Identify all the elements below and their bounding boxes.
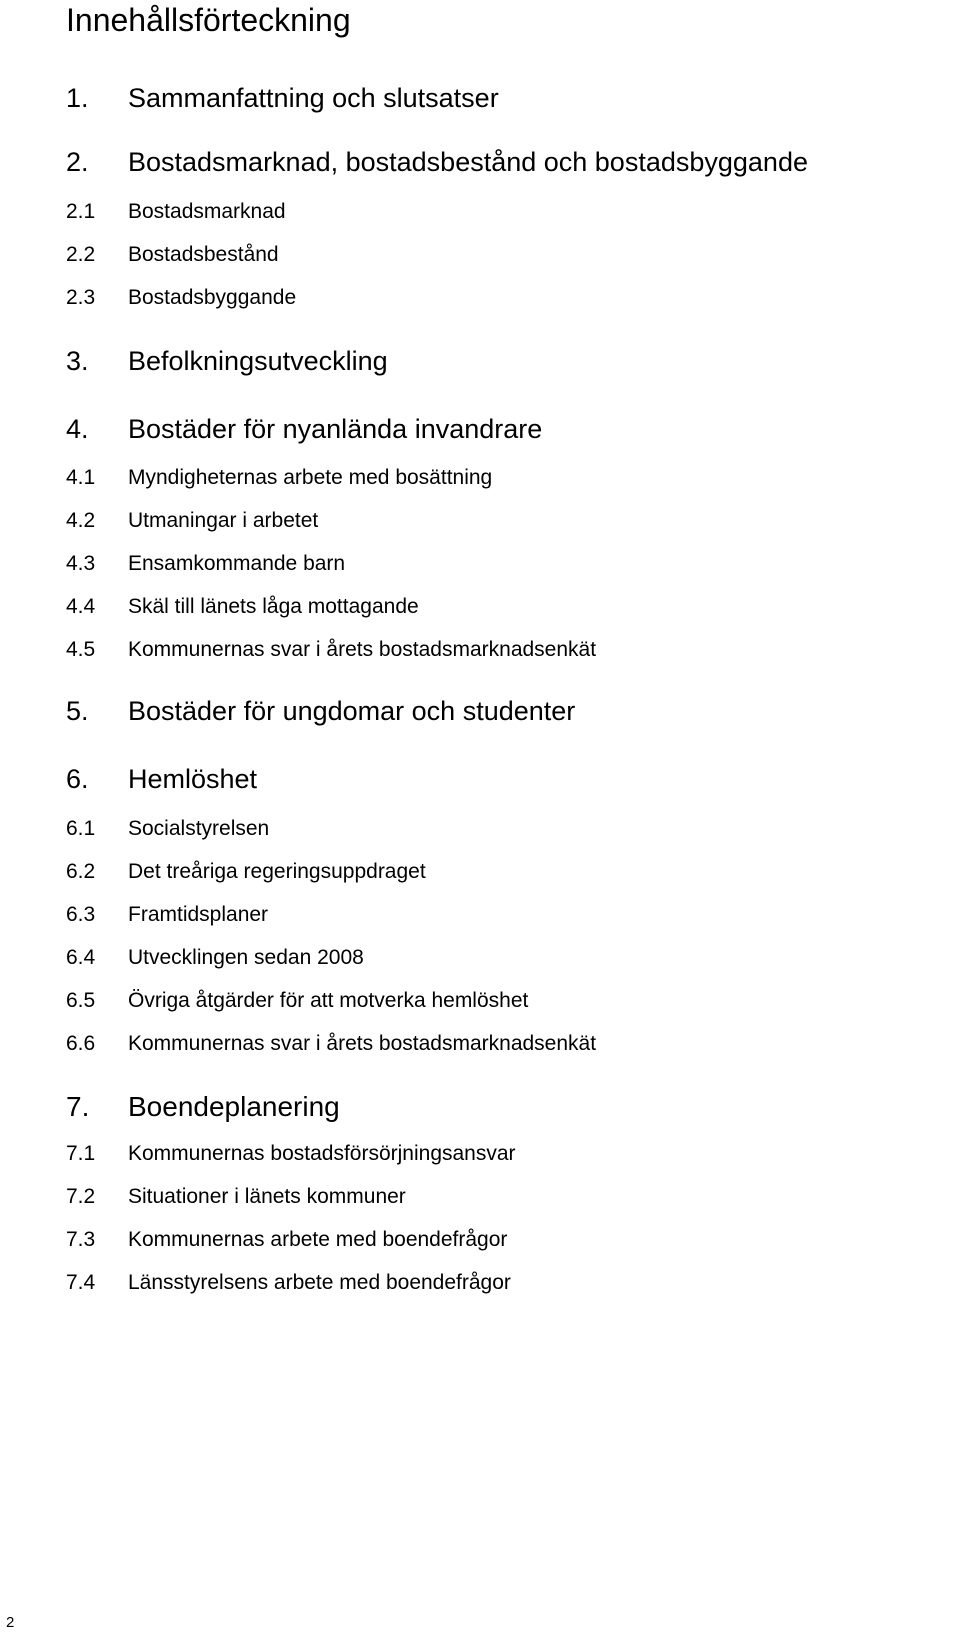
toc-number: 6.6 [66,1032,96,1055]
toc-number: 7.2 [66,1185,96,1208]
toc-heading: Framtidsplaner [128,903,269,926]
toc-heading: Socialstyrelsen [128,817,270,840]
toc-number: 7. [66,1091,90,1122]
toc-number: 4. [66,414,89,444]
toc-number: 4.1 [66,466,96,489]
toc-heading: Bostadsbestånd [128,243,279,266]
toc-heading: Utvecklingen sedan 2008 [128,946,364,969]
toc-heading: Sammanfattning och slutsatser [128,83,499,113]
toc-heading: Bostadsbyggande [128,286,297,309]
toc-heading: Kommunernas bostadsförsörjningsansvar [128,1142,516,1165]
toc-heading: Skäl till länets låga mottagande [128,595,419,618]
toc-number: 7.3 [66,1228,96,1251]
toc-number: 6.2 [66,860,96,883]
toc-number: 2.1 [66,200,96,223]
toc-number: 6.5 [66,989,96,1012]
toc-heading: Bostäder för nyanlända invandrare [128,414,543,444]
toc-number: 4.4 [66,595,96,618]
toc-number: 1. [66,83,89,113]
page-title: Innehållsförteckning [66,2,351,38]
toc-heading: Bostadsmarknad [128,200,286,223]
toc-number: 7.1 [66,1142,96,1165]
toc-heading: Det treåriga regeringsuppdraget [128,860,426,883]
toc-number: 2.3 [66,286,96,309]
toc-heading: Övriga åtgärder för att motverka hemlöshet [128,989,529,1012]
toc-heading: Bostäder för ungdomar och studenter [128,696,576,726]
toc-number: 6.1 [66,817,96,840]
toc-number: 3. [66,346,89,376]
toc-number: 6.3 [66,903,96,926]
toc-heading: Ensamkommande barn [128,552,346,575]
toc-heading: Bostadsmarknad, bostadsbestånd och bostadsbyggande [128,147,808,177]
toc-heading: Utmaningar i arbetet [128,509,319,532]
toc-number: 5. [66,696,89,726]
toc-heading: Boendeplanering [128,1091,340,1122]
toc-number: 6. [66,764,89,794]
toc-number: 4.2 [66,509,96,532]
toc-number: 6.4 [66,946,96,969]
toc-number: 2. [66,147,89,177]
toc-heading: Kommunernas svar i årets bostadsmarknadsenkät [128,638,597,661]
toc-number: 2.2 [66,243,96,266]
toc-number: 4.3 [66,552,96,575]
toc-heading: Situationer i länets kommuner [128,1185,406,1208]
toc-heading: Befolkningsutveckling [128,346,388,376]
toc-heading: Länsstyrelsens arbete med boendefrågor [128,1271,511,1294]
toc-heading: Kommunernas svar i årets bostadsmarknadsenkät [128,1032,597,1055]
toc-heading: Myndigheternas arbete med bosättning [128,466,493,489]
toc-number: 7.4 [66,1271,96,1294]
toc-number: 4.5 [66,638,96,661]
toc-heading: Kommunernas arbete med boendefrågor [128,1228,508,1251]
page-number: 2 [6,1614,15,1631]
toc-heading: Hemlöshet [128,764,258,794]
